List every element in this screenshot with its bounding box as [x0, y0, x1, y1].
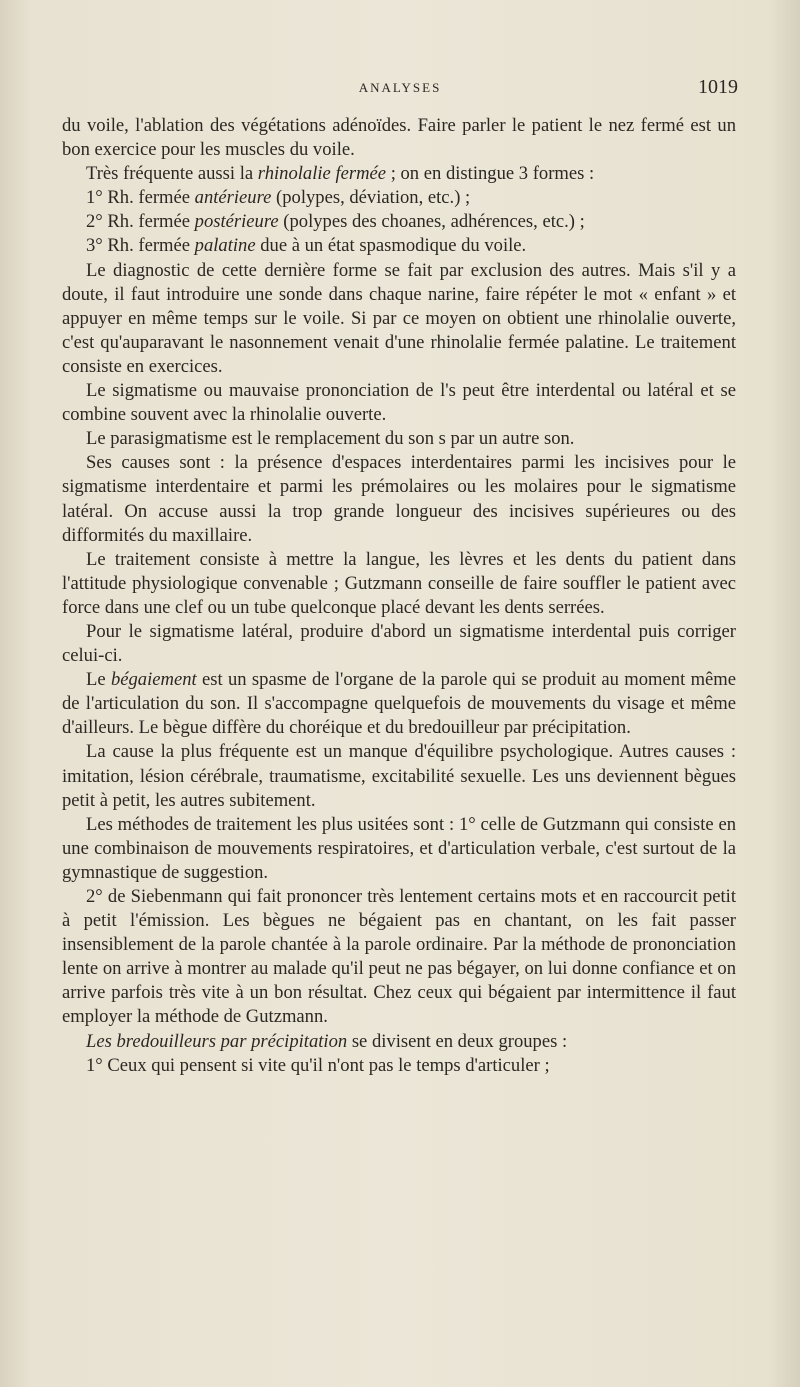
paragraph — [62, 427, 736, 451]
paragraph — [62, 620, 736, 668]
text-run: 1° Ceux qui pensent si vite qu'il n'ont pas le temps d'articuler ; — [86, 1054, 550, 1076]
text-run: se divisent en deux groupes : — [347, 1030, 568, 1052]
text-run: est un spasme de l'organe de la parole qui se produit au moment même de l'articulation du son. Il s'accompagne quelquefois de mouvements du visage et même d'ailleurs. Le bègue diffère du choréique et du bredouilleur par précipitation. — [62, 669, 736, 739]
list-item — [62, 186, 736, 210]
paragraph — [62, 451, 736, 547]
text-run: La cause la plus fréquente est un manque d'équilibre psychologique. Autres causes : imitation, lésion cérébrale, traumatisme, excitabilité sexuelle. Les uns deviennent bègues petit à petit, les autres subitement. — [62, 741, 736, 811]
list-item — [62, 234, 736, 258]
paragraph — [62, 740, 736, 812]
paragraph — [62, 813, 736, 885]
list-item — [62, 1054, 736, 1078]
text-run: 3° Rh. fermée — [86, 235, 195, 257]
italic-term: postérieure — [194, 211, 279, 233]
italic-term: palatine — [194, 235, 256, 257]
text-run: (polypes, déviation, etc.) ; — [271, 187, 471, 209]
text-run: 1° Rh. fermée — [86, 187, 195, 209]
text-run: 2° Rh. fermée — [86, 211, 195, 233]
paragraph — [62, 114, 736, 162]
text-run: (polypes des choanes, adhérences, etc.) ; — [278, 211, 585, 233]
paragraph — [62, 162, 736, 186]
italic-term: Les bredouilleurs par précipitation — [86, 1030, 348, 1052]
italic-term: rhinolalie fermée — [257, 163, 387, 185]
text-run: 2° de Siebenmann qui fait prononcer très lentement certains mots et en raccourcit petit à petit l'émission. Les bègues ne bégaient pas en chantant, on les fait passer insensiblement de la parole chantée à la parole ordinaire. Par la méthode de prononciation lente on arrive à montrer au malade qu'il peut ne pas bégayer, on lui donne confiance et on arrive parfois très vite à un bon résultat. Chez ceux qui bégaient par intermittence il faut employer la méthode de Gutzmann. — [62, 886, 736, 1028]
running-head: ANALYSES — [358, 80, 442, 95]
text-run: Le — [86, 669, 111, 691]
paragraph — [62, 379, 736, 427]
text-run: Le parasigmatisme est le remplacement du son s par un autre son. — [86, 428, 575, 450]
paragraph — [62, 885, 736, 1030]
text-run: Pour le sigmatisme latéral, produire d'abord un sigmatisme interdental puis corriger celui-ci. — [62, 620, 736, 667]
page-header — [62, 76, 738, 100]
paragraph — [62, 668, 736, 740]
text-run: Ses causes sont : la présence d'espaces interdentaires parmi les incisives pour le sigmatisme interdentaire et parmi les prémolaires ou les molaires pour le sigmatisme latéral. On accuse aussi la trop grande longueur des incisives supérieures ou des difformités du maxillaire. — [62, 452, 736, 546]
text-run: ; on en distingue 3 formes : — [386, 163, 595, 185]
text-run: du voile, l'ablation des végétations adénoïdes. Faire parler le patient le nez fermé est un bon exercice pour les muscles du voile. — [62, 115, 736, 161]
text-run: Très fréquente aussi la — [86, 163, 258, 185]
text-run: Le diagnostic de cette dernière forme se fait par exclusion des autres. Mais s'il y a doute, il faut introduire une sonde dans chaque narine, faire répéter le mot « enfant » et appuyer en même temps sur le voile. Si par ce moyen on obtient une rhinolalie ouverte, c'est qu'auparavant le nasonnement venait d'une rhinolalie fermée palatine. Le traitement consiste en exercices. — [62, 259, 736, 377]
page-number: 1019 — [698, 76, 738, 98]
text-run: Le traitement consiste à mettre la langue, les lèvres et les dents du patient dans l'attitude physiologique convenable ; Gutzmann conseille de faire souffler le patient avec force dans une clef ou un tube quelconque placé devant les dents serrées. — [62, 548, 736, 618]
paragraph — [62, 548, 736, 620]
list-item — [62, 210, 736, 234]
text-run: Les méthodes de traitement les plus usitées sont : 1° celle de Gutzmann qui consiste en une combinaison de mouvements respiratoires, et d'articulation verbale, c'est surtout de la gymnastique de suggestion. — [62, 813, 736, 883]
italic-term: antérieure — [194, 187, 272, 209]
italic-term: bégaiement — [110, 669, 197, 691]
paragraph — [62, 259, 736, 379]
paragraph — [62, 1030, 736, 1054]
body-text — [62, 114, 736, 1078]
text-run: Le sigmatisme ou mauvaise prononciation de l's peut être interdental ou latéral et se combine souvent avec la rhinolalie ouverte. — [62, 380, 736, 426]
text-run: due à un état spasmodique du voile. — [255, 235, 527, 257]
